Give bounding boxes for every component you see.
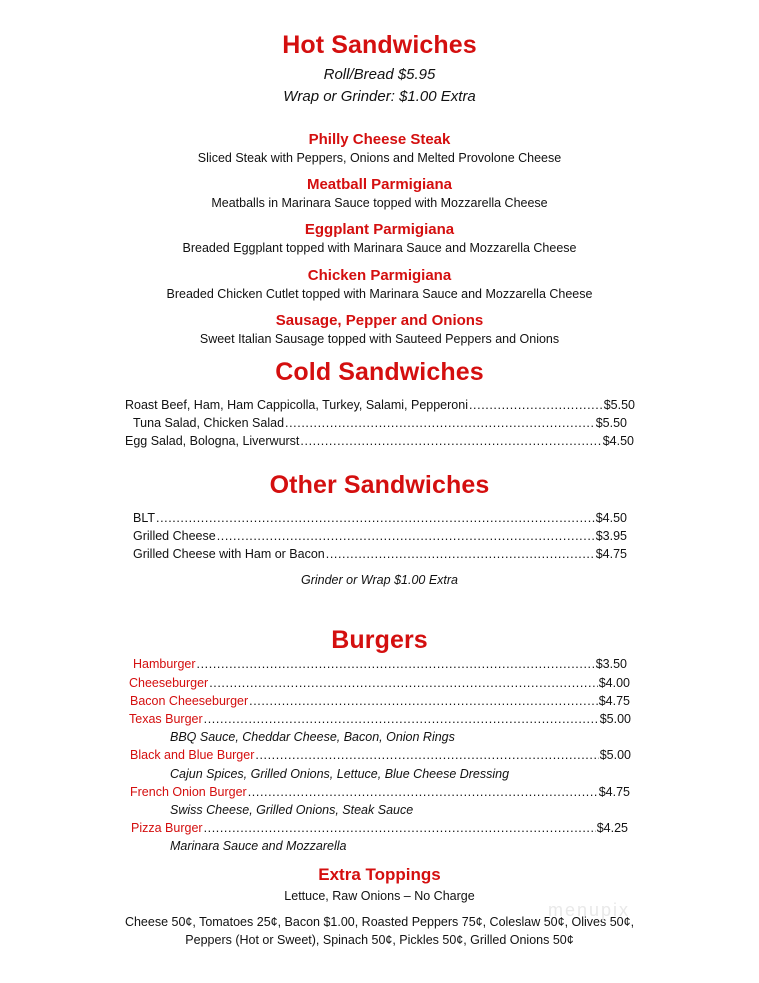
burger-price: $3.50: [595, 657, 627, 671]
cold-item-price: $5.50: [595, 416, 627, 430]
other-item-price: $3.95: [595, 529, 627, 543]
burger-row: [130, 748, 631, 762]
toppings-price-line-2: Peppers (Hot or Sweet), Spinach 50¢, Pickles 50¢, Grilled Onions 50¢: [185, 933, 574, 947]
toppings-price-line-1: Cheese 50¢, Tomatoes 25¢, Bacon $1.00, Roasted Peppers 75¢, Coleslaw 50¢, Olives 50¢,: [124, 915, 635, 929]
other-item-name: Grilled Cheese with Ham or Bacon: [133, 547, 325, 561]
leader-dots: [217, 529, 595, 543]
burger-price: $5.00: [599, 748, 631, 762]
burger-name: Hamburger: [133, 657, 196, 671]
burger-row: [133, 657, 627, 671]
other-item-name: Grilled Cheese: [133, 529, 216, 543]
watermark: menupix: [548, 900, 631, 920]
hot-price-line: Roll/Bread $5.95: [323, 66, 436, 83]
burger-price: $4.00: [598, 676, 630, 690]
burger-row: [129, 712, 631, 726]
burger-row: [130, 785, 630, 799]
other-item-name: BLT: [133, 511, 155, 525]
burger-name: Pizza Burger: [131, 821, 203, 835]
leader-dots: [249, 694, 598, 708]
leader-dots: [248, 785, 598, 799]
leader-dots: [204, 712, 599, 726]
hot-item-desc: Meatballs in Marinara Sauce topped with Mozzarella Cheese: [211, 196, 548, 210]
burger-description: Swiss Cheese, Grilled Onions, Steak Sauce: [170, 803, 414, 817]
hot-item-name: Chicken Parmigiana: [307, 267, 452, 284]
burger-name: Texas Burger: [129, 712, 203, 726]
burger-row: [131, 821, 628, 835]
other-item-price: $4.75: [595, 547, 627, 561]
leader-dots: [300, 434, 601, 448]
other-item-row: [133, 511, 627, 525]
cold-item-row: [125, 398, 635, 412]
burger-price: $4.75: [598, 694, 630, 708]
cold-item-price: $4.50: [602, 434, 634, 448]
leader-dots: [209, 676, 598, 690]
cold-item-name: Egg Salad, Bologna, Liverwurst: [125, 434, 300, 448]
cold-item-name: Roast Beef, Ham, Ham Cappicolla, Turkey, Salami, Pepperoni: [125, 398, 468, 412]
burger-price: $5.00: [599, 712, 631, 726]
burger-description: Marinara Sauce and Mozzarella: [170, 839, 347, 853]
leader-dots: [469, 398, 603, 412]
leader-dots: [156, 511, 595, 525]
burger-description: Cajun Spices, Grilled Onions, Lettuce, Blue Cheese Dressing: [170, 767, 510, 781]
cold-item-row: [133, 416, 627, 430]
hot-item-name: Meatball Parmigiana: [306, 176, 453, 193]
cold-item-row: [125, 434, 634, 448]
cold-item-price: $5.50: [603, 398, 635, 412]
hot-sandwiches-title: Hot Sandwiches: [282, 31, 477, 59]
burgers-title: Burgers: [331, 626, 428, 654]
leader-dots: [255, 748, 598, 762]
hot-item-name: Eggplant Parmigiana: [304, 221, 455, 238]
burger-name: Bacon Cheeseburger: [130, 694, 249, 708]
burger-description: BBQ Sauce, Cheddar Cheese, Bacon, Onion Rings: [170, 730, 455, 744]
burger-name: French Onion Burger: [130, 785, 247, 799]
hot-item-name: Philly Cheese Steak: [308, 131, 451, 148]
hot-item-name: Sausage, Pepper and Onions: [275, 312, 484, 329]
burger-row: [129, 676, 630, 690]
burger-price: $4.75: [598, 785, 630, 799]
other-item-row: [133, 529, 627, 543]
other-item-price: $4.50: [595, 511, 627, 525]
leader-dots: [326, 547, 595, 561]
burger-price: $4.25: [596, 821, 628, 835]
extra-toppings-title: Extra Toppings: [318, 865, 441, 884]
other-item-row: [133, 547, 627, 561]
leader-dots: [285, 416, 595, 430]
hot-extra-line: Wrap or Grinder: $1.00 Extra: [283, 88, 476, 105]
burger-name: Cheeseburger: [129, 676, 209, 690]
leader-dots: [197, 657, 595, 671]
leader-dots: [204, 821, 596, 835]
other-note: Grinder or Wrap $1.00 Extra: [300, 573, 458, 587]
cold-sandwiches-title: Cold Sandwiches: [275, 358, 484, 386]
cold-item-name: Tuna Salad, Chicken Salad: [133, 416, 285, 430]
hot-item-desc: Breaded Eggplant topped with Marinara Sauce and Mozzarella Cheese: [182, 241, 577, 255]
burger-row: [130, 694, 630, 708]
hot-item-desc: Sliced Steak with Peppers, Onions and Melted Provolone Cheese: [197, 151, 562, 165]
hot-item-desc: Breaded Chicken Cutlet topped with Marinara Sauce and Mozzarella Cheese: [166, 287, 593, 301]
hot-item-desc: Sweet Italian Sausage topped with Sauteed Peppers and Onions: [199, 332, 560, 346]
other-sandwiches-title: Other Sandwiches: [269, 471, 490, 499]
burger-name: Black and Blue Burger: [130, 748, 255, 762]
toppings-free-line: Lettuce, Raw Onions – No Charge: [284, 889, 475, 903]
